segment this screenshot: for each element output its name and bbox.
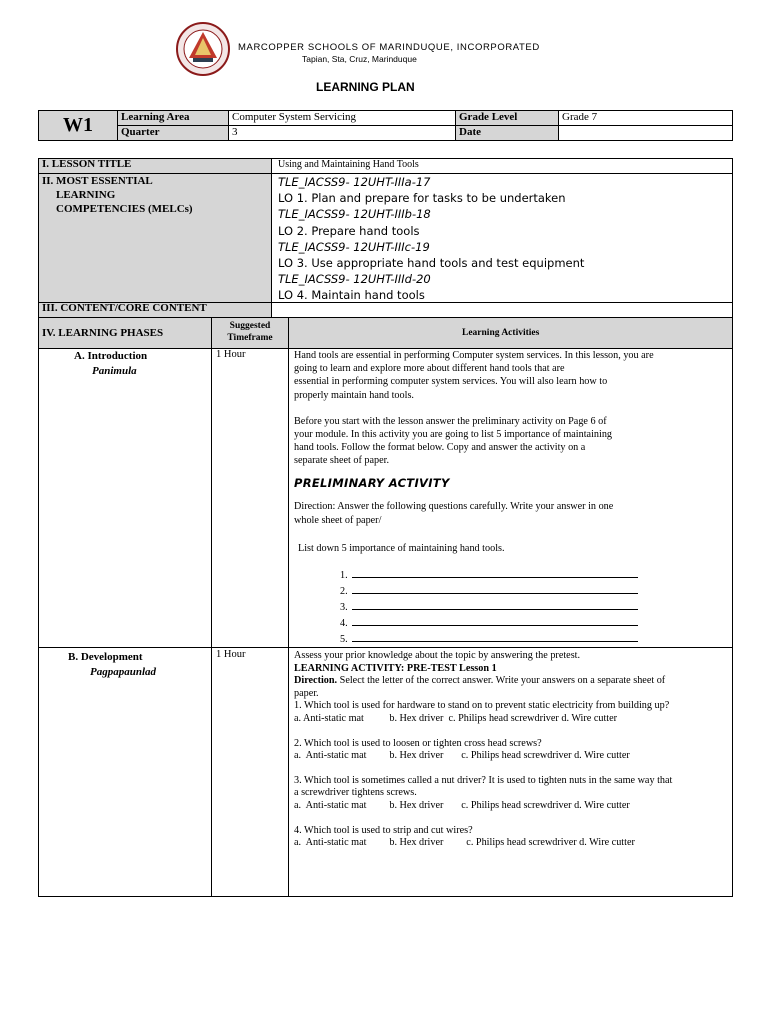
- learning-area-label: Learning Area: [118, 111, 229, 126]
- answer-number: 1.: [340, 570, 348, 581]
- divider: [211, 318, 212, 897]
- melc-list: [278, 174, 584, 304]
- direction-line: whole sheet of paper/: [294, 515, 382, 526]
- answer-blank: [352, 615, 638, 626]
- learning-area-value: Computer System Servicing: [229, 111, 456, 126]
- lesson-title-value: Using and Maintaining Hand Tools: [278, 159, 419, 170]
- question-3-cont: a screwdriver tightens screws.: [294, 787, 417, 799]
- direction-line: Direction: Answer the following questions carefully. Write your answer in one: [294, 501, 614, 512]
- question-4-options: a. Anti-static mat b. Hex driver c. Philips head screwdriver d. Wire cutter: [294, 837, 635, 849]
- content-label: III. CONTENT/CORE CONTENT: [42, 302, 207, 314]
- answer-blank: [352, 583, 638, 594]
- intro-line: hand tools. Follow the format below. Copy and answer the activity on a: [294, 442, 586, 454]
- dev-direction-cont: paper.: [294, 687, 319, 699]
- direction-text: [294, 500, 613, 528]
- quarter-value: 3: [229, 126, 456, 141]
- intro-text: [294, 349, 730, 468]
- document-title: LEARNING PLAN: [316, 80, 415, 94]
- lesson-title-label: I. LESSON TITLE: [42, 158, 132, 170]
- question-3-options: a. Anti-static mat b. Hex driver c. Philips head screwdriver d. Wire cutter: [294, 799, 630, 811]
- question-4: 4. Which tool is used to strip and cut wires?: [294, 824, 473, 836]
- intro-line: separate sheet of paper.: [294, 455, 390, 467]
- answer-number: 4.: [340, 618, 348, 629]
- answer-number: 2.: [340, 586, 348, 597]
- dev-phase-name: B. Development: [68, 651, 143, 663]
- school-logo: [176, 22, 230, 76]
- melc-label-line: COMPETENCIES (MELCs): [56, 203, 193, 215]
- melc-lo: LO 2. Prepare hand tools: [278, 223, 420, 238]
- question-2-options: a. Anti-static mat b. Hex driver c. Philips head screwdriver d. Wire cutter: [294, 750, 630, 762]
- answer-line-row: [340, 615, 638, 631]
- question-1-options: a. Anti-static mat b. Hex driver c. Philips head screwdriver d. Wire cutter: [294, 712, 618, 724]
- intro-line: going to learn and explore more about different hand tools that are: [294, 363, 565, 375]
- dev-activity-title: LEARNING ACTIVITY: PRE-TEST Lesson 1: [294, 662, 497, 674]
- dev-timeframe: 1 Hour: [216, 649, 246, 660]
- melc-lo: LO 1. Plan and prepare for tasks to be undertaken: [278, 191, 566, 206]
- intro-line: essential in performing computer system services. You will also learn how to: [294, 376, 608, 388]
- question-3: 3. Which tool is sometimes called a nut driver? It is used to tighten nuts in the same way that: [294, 774, 673, 786]
- answer-blank: [352, 599, 638, 610]
- divider: [271, 158, 272, 318]
- grade-level-label: Grade Level: [456, 111, 559, 126]
- melc-code: TLE_IACSS9- 12UHT-IIIb-18: [278, 207, 431, 222]
- intro-timeframe: 1 Hour: [216, 349, 246, 360]
- divider: [38, 647, 733, 648]
- dev-phase-subtitle: Pagpapaunlad: [90, 666, 157, 678]
- melc-lo: LO 4. Maintain hand tools: [278, 288, 425, 303]
- melc-label-line: II. MOST ESSENTIAL: [42, 175, 153, 187]
- activities-header: Learning Activities: [462, 328, 540, 338]
- intro-line: Hand tools are essential in performing Computer system services. In this lesson, you are: [294, 350, 654, 361]
- school-address: Tapian, Sta, Cruz, Marinduque: [302, 54, 417, 64]
- answer-line-row: [340, 583, 638, 599]
- list-prompt: List down 5 importance of maintaining hand tools.: [298, 543, 505, 554]
- answer-list: [340, 567, 638, 647]
- date-label: Date: [456, 126, 559, 141]
- school-name: MARCOPPER SCHOOLS OF MARINDUQUE, INCORPORATED: [238, 42, 540, 53]
- direction-text: Select the letter of the correct answer. Write your answers on a separate sheet of: [337, 675, 666, 687]
- answer-line-row: [340, 599, 638, 615]
- date-value: [559, 126, 733, 141]
- direction-label: Direction.: [294, 675, 338, 687]
- melc-lo: LO 3. Use appropriate hand tools and test equipment: [278, 256, 585, 271]
- timeframe-header: [212, 320, 288, 344]
- intro-phase-name: A. Introduction: [74, 350, 148, 362]
- preliminary-activity-title: PRELIMINARY ACTIVITY: [294, 476, 450, 490]
- week-cell: W1: [39, 111, 118, 141]
- quarter-label: Quarter: [118, 126, 229, 141]
- melc-code: TLE_IACSS9- 12UHT-IIIc-19: [278, 239, 430, 254]
- grade-level-value: Grade 7: [559, 111, 733, 126]
- answer-line-row: [340, 567, 638, 583]
- timeframe-header-line: Timeframe: [227, 333, 273, 343]
- intro-line: your module. In this activity you are going to list 5 importance of maintaining: [294, 429, 613, 441]
- melc-label: [42, 174, 193, 216]
- question-2: 2. Which tool is used to loosen or tighten cross head screws?: [294, 737, 542, 749]
- melc-label-line: LEARNING: [56, 189, 116, 201]
- intro-phase-subtitle: Panimula: [92, 365, 137, 377]
- answer-blank: [352, 567, 638, 578]
- timeframe-header-line: Suggested: [229, 321, 271, 331]
- dev-text: [294, 650, 730, 850]
- melc-code: TLE_IACSS9- 12UHT-IIIa-17: [278, 175, 431, 189]
- intro-line: properly maintain hand tools.: [294, 389, 414, 401]
- answer-number: 5.: [340, 634, 348, 645]
- divider: [288, 318, 289, 897]
- melc-code: TLE_IACSS9- 12UHT-IIId-20: [278, 272, 431, 287]
- phases-header: IV. LEARNING PHASES: [42, 327, 164, 339]
- answer-blank: [352, 631, 638, 642]
- answer-number: 3.: [340, 602, 348, 613]
- info-table: [38, 110, 733, 141]
- question-1: 1. Which tool is used for hardware to stand on to prevent static electricity from building up?: [294, 700, 670, 712]
- intro-line: Before you start with the lesson answer the preliminary activity on Page 6 of: [294, 415, 607, 427]
- answer-line-row: [340, 631, 638, 647]
- dev-assess: Assess your prior knowledge about the topic by answering the pretest.: [294, 650, 581, 661]
- dev-direction: [294, 675, 730, 688]
